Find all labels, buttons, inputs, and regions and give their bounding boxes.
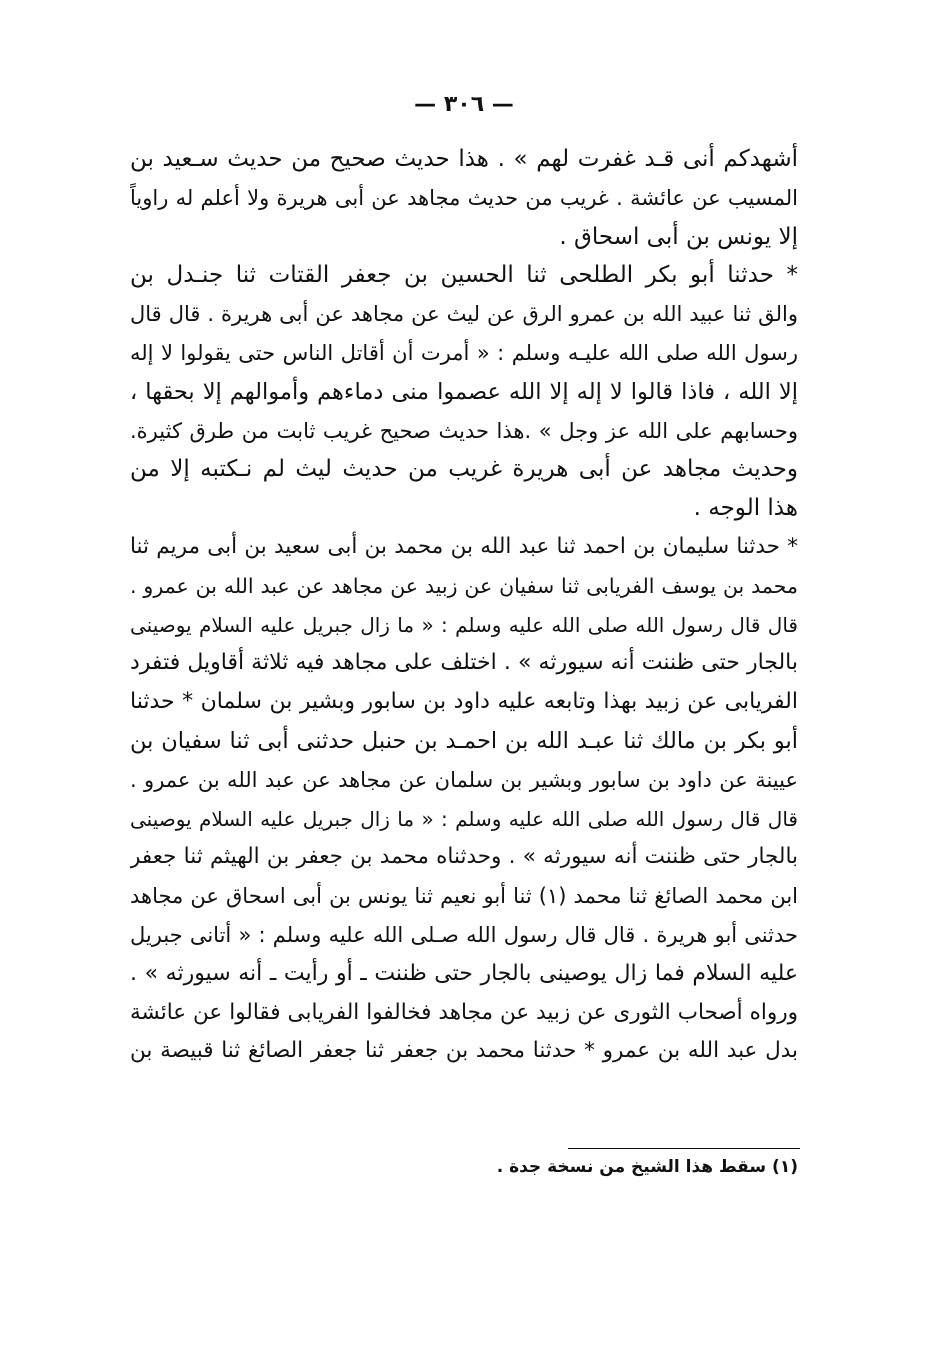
- text-line: قال قال رسول الله صلى الله عليه وسلم : « ما زال جبريل عليه السلام يوصينى: [130, 806, 798, 831]
- text-line: * حدثنا أبو بكر الطلحى ثنا الحسين بن جعفر القتات ثنا جنـدل بن: [130, 262, 798, 289]
- text-line: عيينة عن داود بن سابور وبشير بن سلمان عن مجاهد عن عبد الله بن عمرو .: [130, 767, 798, 792]
- text-line: أشهدكم أنى قـد غفرت لهم » . هذا حديث صحيح من حديث سـعيد بن: [130, 146, 798, 172]
- body-text: [130, 140, 798, 1071]
- text-line: بالجار حتى ظننت أنه سيورثه » . اختلف على مجاهد فيه ثلاثة أقاويل فتفرد: [130, 650, 798, 676]
- text-line: * حدثنا سليمان بن احمد ثنا عبد الله بن محمد بن أبى سعيد بن أبى مريم ثنا: [130, 533, 798, 559]
- text-line: بدل عبد الله بن عمرو * حدثنا محمد بن جعفر ثنا جعفر الصائغ ثنا قبيصة بن: [130, 1038, 798, 1064]
- text-line: وحسابهم على الله عز وجل » .هذا حديث صحيح غريب ثابت من طرق كثيرة.: [130, 418, 798, 443]
- text-line: أبو بكر بن مالك ثنا عبـد الله بن احمـد بن حنبل حدثنى أبى ثنا سفيان بن: [130, 727, 798, 754]
- text-line: والق ثنا عبيد الله بن عمرو الرق عن ليث عن مجاهد عن أبى هريرة . قال قال: [130, 302, 798, 327]
- text-line: محمد بن يوسف الفريابى ثنا سفيان عن زبيد عن مجاهد عن عبد الله بن عمرو .: [130, 573, 798, 598]
- text-line: وحديث مجاهد عن أبى هريرة غريب من حديث ليث لم نـكتبه إلا من: [130, 456, 798, 483]
- page-number: — ٣٠٦ —: [414, 92, 514, 117]
- text-line: رسول الله صلى الله عليـه وسلم : « أمرت أن أقاتل الناس حتى يقولوا لا إله: [130, 340, 798, 365]
- text-line: ابن محمد الصائغ ثنا محمد (١) ثنا أبو نعيم ثنا يونس بن أبى اسحاق عن مجاهد: [130, 884, 798, 909]
- text-line: إلا يونس بن أبى اسحاق .: [559, 223, 798, 250]
- text-line: الفريابى عن زبيد بهذا وتابعه عليه داود بن سابور وبشير بن سلمان * حدثنا: [130, 689, 798, 715]
- footnote: (١) سقط هذا الشيخ من نسخة جدة .: [496, 1157, 798, 1177]
- text-line: المسيب عن عائشة . غريب من حديث مجاهد عن أبى هريرة ولا أعلم له راوياً: [130, 185, 798, 210]
- text-line: حدثنى أبو هريرة . قال قال رسول الله صـلى الله عليه وسلم : « أتانى جبريل: [130, 922, 798, 947]
- text-line: قال قال رسول الله صلى الله عليه وسلم : « ما زال جبريل عليه السلام يوصينى: [130, 612, 798, 637]
- text-line: إلا الله ، فاذا قالوا لا إله إلا الله عصموا منى دماءهم وأموالهم إلا بحقها ،: [130, 378, 798, 405]
- text-line: بالجار حتى ظننت أنه سيورثه » . وحدثناه محمد بن جعفر بن الهيثم ثنا جعفر: [130, 844, 798, 870]
- text-line: هذا الوجه .: [693, 495, 798, 522]
- text-line: ورواه أصحاب الثورى عن زبيد عن مجاهد فخالفوا الفريابى فقالوا عن عائشة: [130, 999, 798, 1025]
- footnote-divider: [568, 1148, 800, 1149]
- text-line: عليه السلام فما زال يوصينى بالجار حتى ظننت ـ أو رأيت ـ أنه سيورثه » .: [130, 960, 798, 986]
